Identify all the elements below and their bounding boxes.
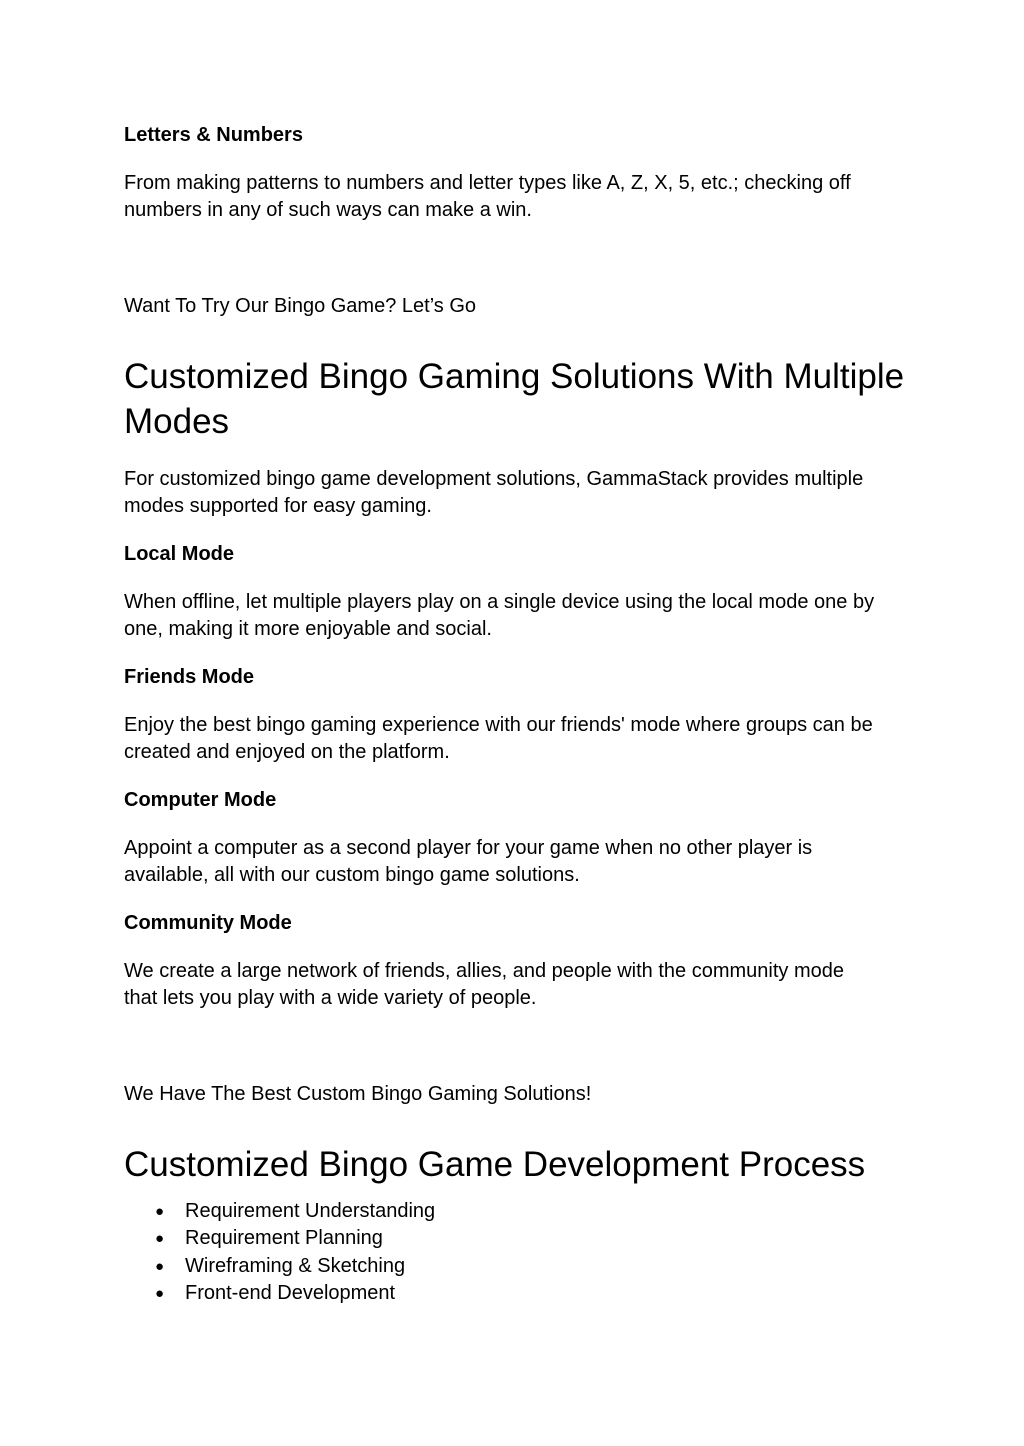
local-mode-text-line-1: When offline, let multiple players play on a single device using the local mode one by: [124, 591, 875, 613]
computer-mode-text-line-1: Appoint a computer as a second player for your game when no other player is: [124, 837, 813, 859]
computer-mode-text-line-2: available, all with our custom bingo game solutions.: [124, 864, 580, 886]
local-mode-heading: Local Mode: [124, 543, 235, 565]
list-item: [0, 1198, 1024, 1225]
list-item: [0, 1253, 1024, 1280]
community-mode-heading: Community Mode: [124, 912, 292, 934]
process-step-label: Wireframing & Sketching: [185, 1254, 406, 1277]
process-heading: Customized Bingo Game Development Process: [124, 1145, 866, 1184]
modes-heading-line-2: Modes: [124, 402, 230, 441]
list-item: [0, 1225, 1024, 1252]
local-mode-text-line-2: one, making it more enjoyable and social.: [124, 618, 492, 640]
letters-numbers-text-line-1: From making patterns to numbers and letter types like A, Z, X, 5, etc.; checking off: [124, 172, 851, 194]
list-item: [0, 1280, 1024, 1307]
bullet-icon: ●: [155, 1257, 165, 1275]
process-step-label: Front-end Development: [185, 1281, 396, 1304]
bullet-icon: ●: [155, 1203, 165, 1220]
community-mode-text-line-2: that lets you play with a wide variety of people.: [124, 987, 537, 1009]
computer-mode-heading: Computer Mode: [124, 789, 277, 811]
friends-mode-text-line-2: created and enjoyed on the platform.: [124, 741, 450, 763]
bullet-icon: ●: [155, 1284, 165, 1302]
letters-numbers-heading: Letters & Numbers: [124, 124, 303, 146]
cta-best-solutions: We Have The Best Custom Bingo Gaming Solutions!: [124, 1083, 592, 1105]
modes-intro-line-2: modes supported for easy gaming.: [124, 495, 432, 517]
bullet-icon: ●: [155, 1230, 165, 1248]
letters-numbers-text-line-2: numbers in any of such ways can make a win.: [124, 199, 532, 221]
friends-mode-heading: Friends Mode: [124, 666, 255, 688]
process-step-label: Requirement Planning: [185, 1227, 383, 1250]
process-steps-list: [0, 1198, 1024, 1307]
modes-heading-line-1: Customized Bingo Gaming Solutions With Multiple: [124, 357, 905, 396]
community-mode-text-line-1: We create a large network of friends, allies, and people with the community mode: [124, 960, 844, 982]
cta-try-bingo: Want To Try Our Bingo Game? Let’s Go: [124, 295, 477, 317]
process-step-label: Requirement Understanding: [185, 1200, 436, 1222]
modes-intro-line-1: For customized bingo game development solutions, GammaStack provides multiple: [124, 468, 864, 490]
friends-mode-text-line-1: Enjoy the best bingo gaming experience with our friends' mode where groups can be: [124, 714, 873, 736]
